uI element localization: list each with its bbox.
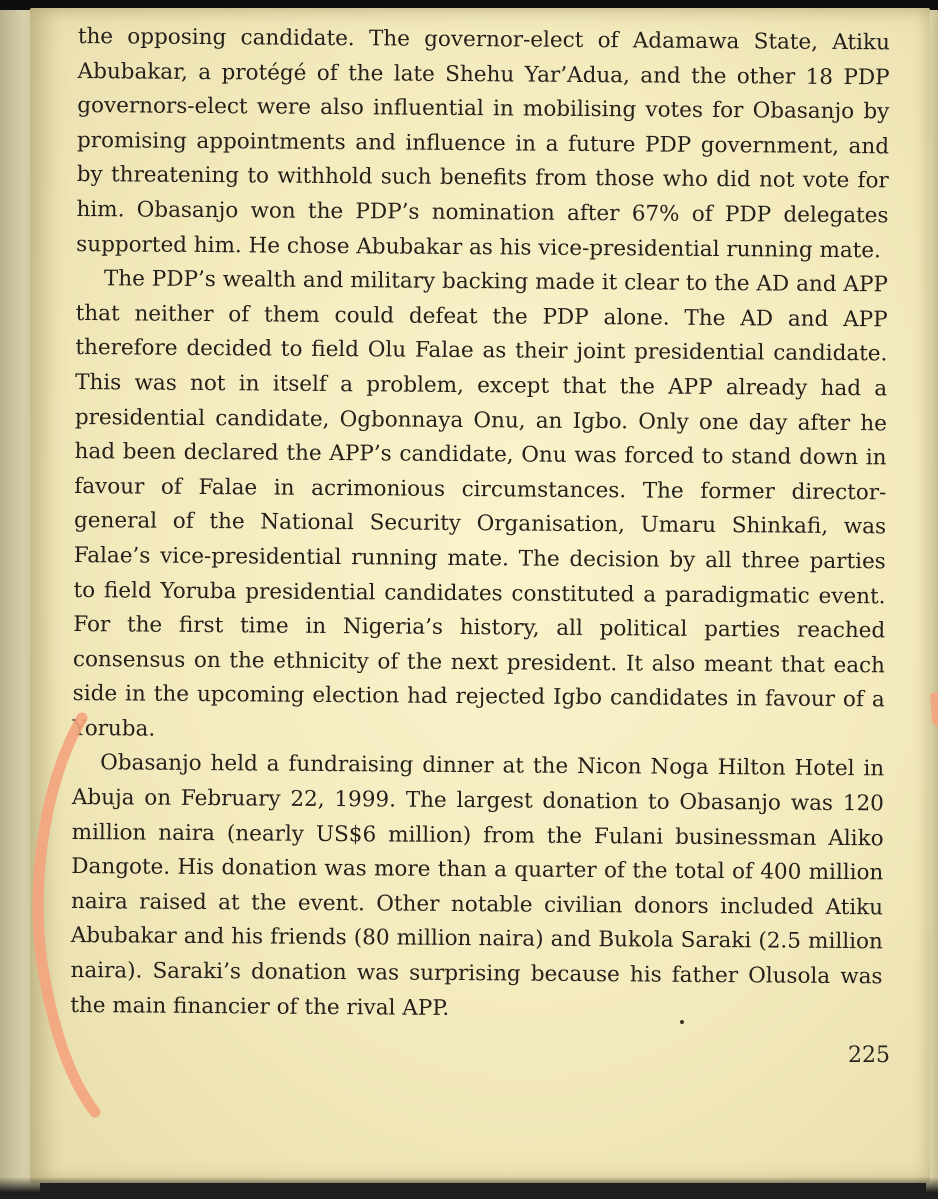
page-number: 225 bbox=[848, 1043, 890, 1068]
body-text bbox=[70, 20, 890, 1030]
bottom-shadow bbox=[0, 1177, 938, 1199]
paper-speck bbox=[680, 1020, 684, 1024]
paragraph-3: Obasanjo held a fundraising dinner at the Nicon Noga Hilton Hotel in Abuja on February 22, 1999. The largest donation to Obasanjo was 120 million naira (nearly US$6 million) from the Fulani businessman Aliko Dangote. His donation was more than a quarter of the total of 400 million naira raised at the event. Other notable civilian donors included Atiku Abubakar and his friends (80 million naira) and Bukola Saraki (2.5 million naira). Saraki’s donation was surprising because his father Olusola was the main financier of the rival APP. bbox=[70, 750, 885, 1021]
paragraph-2: The PDP’s wealth and military backing made it clear to the AD and APP that neither of them could defeat the PDP alone. The AD and APP therefore decided to field Olu Falae as their joint presidential candidate. This was not in itself a problem, except that the APP already had a presidential candidate, Ogbonnaya Onu, an Igbo. Only one day after he had been declared the APP’s candidate, Onu was forced to stand down in favour of Falae in acrimonious circumstances. The former director-general of the National Security Organisation, Umaru Shinkafi, was Falae’s vice-presidential running mate. The decision by all three parties to field Yoruba presidential candidates constituted a paradigmatic event. For the first time in Nigeria’s history, all political parties reached consensus on the ethnicity of the next president. It also meant that each side in the upcoming election had rejected Igbo candidates in favour of a Yoruba. bbox=[72, 266, 889, 742]
paragraph-1: the opposing candidate. The governor-elect of Adamawa State, Atiku Abubakar, a protégé of the late Shehu Yar’Adua, and the other 18 PDP governors-elect were also influential in mobilising votes for Obasanjo by promising appointments and influence in a future PDP government, and by threatening to withhold such benefits from those who did not vote for him. Obasanjo won the PDP’s nomination after 67% of PDP delegates supported him. He chose Abubakar as his vice-presidential running mate. bbox=[76, 23, 890, 263]
book-page bbox=[30, 8, 930, 1183]
